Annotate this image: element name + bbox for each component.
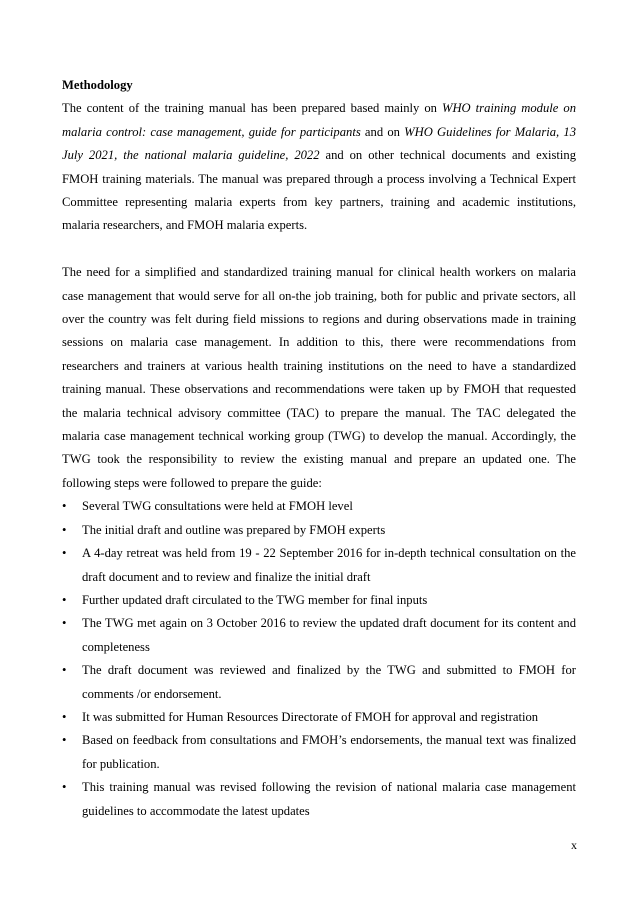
bullet-icon: • (62, 499, 67, 514)
list-item-text: Several TWG consultations were held at FMOH level (82, 499, 353, 514)
list-item (62, 589, 576, 612)
bullet-icon: • (62, 522, 67, 537)
list-item-text: It was submitted for Human Resources Directorate of FMOH for approval and registration (82, 709, 539, 724)
steps-list (62, 495, 576, 823)
bullet-icon: • (62, 592, 67, 607)
bullet-icon: • (62, 709, 67, 724)
bullet-icon: • (62, 780, 67, 795)
list-item-text: The draft document was reviewed and finalized by the TWG and submitted to FMOH for comments /or endorsement. (82, 663, 576, 701)
methodology-paragraph (62, 97, 576, 237)
list-item-text: The TWG met again on 3 October 2016 to review the updated draft document for its content and completeness (82, 616, 576, 654)
list-item-text: This training manual was revised following the revision of national malaria case management guidelines to accommodate the latest updates (82, 780, 576, 818)
list-item (62, 542, 576, 589)
paragraph-spacer (62, 238, 576, 261)
list-item (62, 612, 576, 659)
paragraph-text: and on (360, 124, 405, 139)
list-item-text: Further updated draft circulated to the TWG member for final inputs (82, 592, 428, 607)
background-paragraph: The need for a simplified and standardized training manual for clinical health workers on malaria case management that would serve for all on-the job training, both for public and private sectors, all over the country was felt during field missions to regions and during observations made in training sessions on malaria case management. In addition to this, there were recommendations from researchers and trainers at various health training institutions on the need to have a standardized training manual. These observations and recommendations were taken up by FMOH that requested the malaria technical advisory committee (TAC) to prepare the manual. The TAC delegated the malaria case management technical working group (TWG) to develop the manual. Accordingly, the TWG took the responsibility to review the existing manual and prepare an updated one. The following steps were followed to prepare the guide: (62, 265, 576, 490)
bullet-icon: • (62, 546, 67, 561)
list-item-text: Based on feedback from consultations and FMOH’s endorsements, the manual text was finalized for publication. (82, 733, 576, 771)
list-item (62, 706, 576, 729)
list-item-text: The initial draft and outline was prepared by FMOH experts (82, 522, 386, 537)
list-item (62, 495, 576, 518)
bullet-icon: • (62, 616, 67, 631)
list-item-text: A 4-day retreat was held from 19 - 22 September 2016 for in-depth technical consultation on the draft document and to review and finalize the initial draft (82, 546, 576, 584)
paragraph-text: The content of the training manual has been prepared based mainly on (62, 101, 442, 116)
source-title: WHO Guidelines for Malaria, 13 July 2021, the national malaria guideline, 2022 (62, 124, 576, 163)
paragraph-text: and on other technical documents and existing FMOH training materials. The manual was prepared through a process involving a Technical Expert Committee representing malaria experts from key partners, training and academic institutions, malaria researchers, and FMOH malaria experts. (62, 148, 576, 233)
document-page (62, 74, 576, 823)
list-item (62, 519, 576, 542)
list-item (62, 729, 576, 776)
list-item (62, 776, 576, 823)
bullet-icon: • (62, 663, 67, 678)
list-item (62, 659, 576, 706)
page-number: x (571, 838, 577, 852)
source-title: WHO training module on malaria control: case management, guide for participants (62, 101, 576, 139)
bullet-icon: • (62, 733, 67, 748)
section-heading: Methodology (62, 78, 133, 92)
